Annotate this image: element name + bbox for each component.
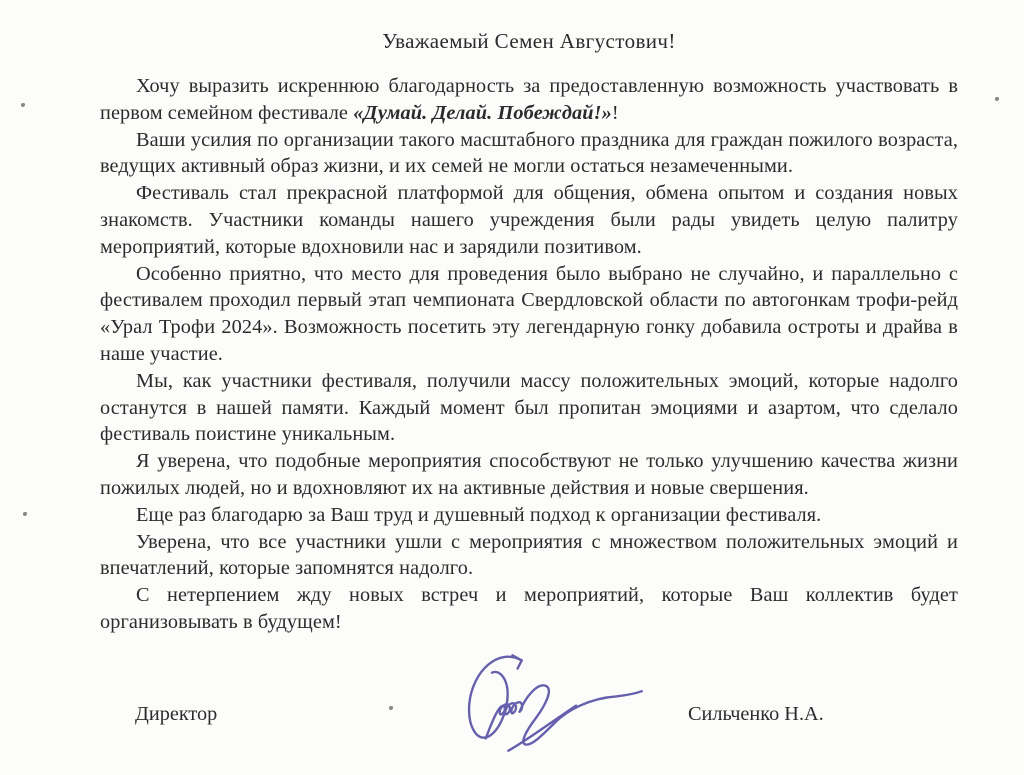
signature-row	[100, 648, 958, 768]
letter-body	[100, 73, 958, 636]
paragraph: Особенно приятно, что место для проведения было выбрано не случайно, и параллельно с фестивалем проходил первый этап чемпионата Свердловской области по автогонкам трофи-рейд «Урал Трофи 2024». Возможность посетить эту легендарную гонку добавила остроты и драйва в наше участие.	[100, 262, 958, 365]
scan-speck	[21, 103, 25, 107]
letter-content	[100, 26, 958, 768]
paragraph: С нетерпением жду новых встреч и мероприятий, которые Ваш коллектив будет организовывать в будущем!	[100, 584, 958, 633]
scan-speck	[995, 97, 999, 101]
signer-name: Сильченко Н.А.	[688, 702, 824, 725]
salutation: Уважаемый Семен Августович!	[382, 29, 676, 53]
paragraph: Уверена, что все участники ушли с мероприятия с множеством положительных эмоций и впечатлений, которые запомнятся надолго.	[100, 530, 958, 580]
paragraph: Ваши усилия по организации такого масштабного праздника для граждан пожилого возраста, ведущих активный образ жизни, и их семей не могли остаться незамеченными.	[100, 128, 958, 178]
signer-role: Директор	[135, 702, 218, 725]
scan-speck	[23, 512, 27, 516]
paragraph: Фестиваль стал прекрасной платформой для общения, обмена опытом и создания новых знакомств. Участники команды нашего учреждения были рады увидеть целую палитру мероприятий, которые вдохновили нас и зарядили позитивом.	[100, 182, 958, 258]
paragraph: Я уверена, что подобные мероприятия способствуют не только улучшению качества жизни пожилых людей, но и вдохновляют их на активные действия и новые свершения.	[100, 450, 958, 499]
paragraph: Еще раз благодарю за Ваш труд и душевный подход к организации фестиваля.	[136, 503, 822, 526]
paragraph: Хочу выразить искреннюю благодарность за предоставленную возможность участвовать в первом семейном фестивале «Думай. Делай. Побеждай!»!	[100, 75, 958, 124]
paragraph: Мы, как участники фестиваля, получили массу положительных эмоций, которые надолго останутся в нашей памяти. Каждый момент был пропитан эмоциями и азартом, что сделало фестиваль поистине уникальным.	[100, 369, 958, 446]
signature-icon	[422, 644, 648, 762]
